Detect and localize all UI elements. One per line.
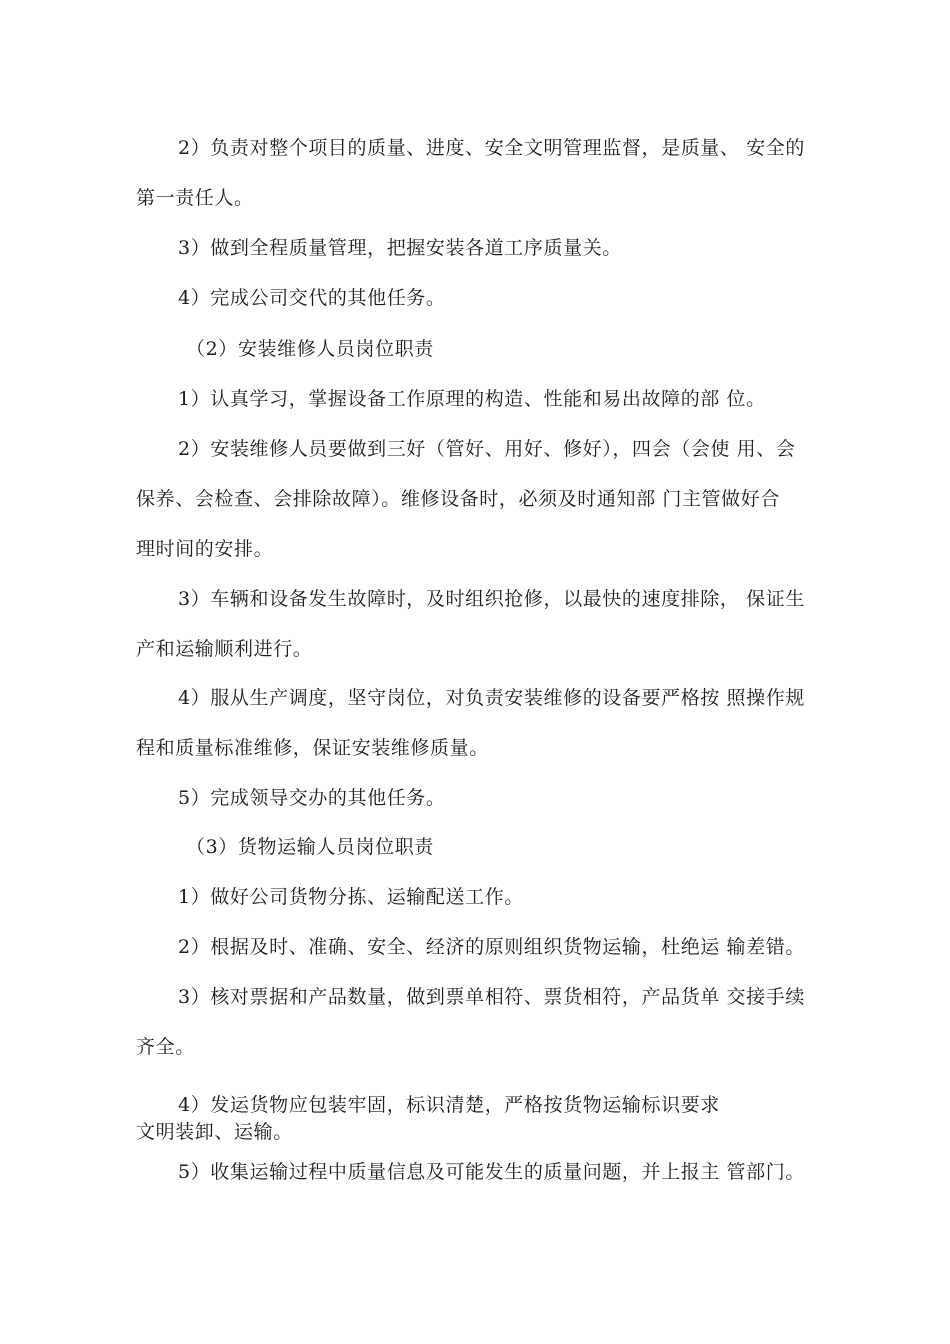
section-heading: （2）安装维修人员岗位职责 (186, 338, 434, 360)
paragraph-line: 1）认真学习，掌握设备工作原理的构造、性能和易出故障的部 位。 (178, 388, 766, 410)
paragraph-line: 保养、会检查、会排除故障）。维修设备时，必须及时通知部 门主管做好合 (136, 488, 780, 510)
paragraph-line: 5）完成领导交办的其他任务。 (178, 787, 446, 809)
paragraph-line: 4）服从生产调度，坚守岗位，对负责安装维修的设备要严格按 照操作规 (178, 687, 805, 709)
section-heading: （3）货物运输人员岗位职责 (186, 836, 434, 858)
paragraph-line: 1）做好公司货物分拣、运输配送工作。 (178, 886, 524, 908)
paragraph-line: 5）收集运输过程中质量信息及可能发生的质量问题，并上报主 管部门。 (178, 1161, 805, 1183)
paragraph-line: 2）根据及时、准确、安全、经济的原则组织货物运输，杜绝运 输差错。 (178, 936, 805, 958)
paragraph-line: 2）负责对整个项目的质量、进度、安全文明管理监督，是质量、 安全的 (178, 137, 805, 159)
paragraph-line: 4）发运货物应包装牢固，标识清楚，严格按货物运输标识要求 (178, 1094, 720, 1116)
paragraph-line: 3）做到全程质量管理，把握安装各道工序质量关。 (178, 237, 622, 259)
paragraph-line: 2）安装维修人员要做到三好（管好、用好、修好），四会（会使 用、会 (178, 438, 796, 460)
paragraph-line: 3）核对票据和产品数量，做到票单相符、票货相符，产品货单 交接手续 (178, 986, 805, 1008)
paragraph-line: 理时间的安排。 (136, 538, 274, 560)
paragraph-line: 4）完成公司交代的其他任务。 (178, 287, 446, 309)
paragraph-line: 3）车辆和设备发生故障时，及时组织抢修，以最快的速度排除， 保证生 (178, 588, 805, 610)
paragraph-line: 产和运输顺利进行。 (136, 638, 313, 660)
paragraph-line: 第一责任人。 (136, 187, 254, 209)
paragraph-line: 文明装卸、运输。 (136, 1121, 293, 1143)
paragraph-line: 齐全。 (136, 1036, 195, 1058)
paragraph-line: 程和质量标准维修，保证安装维修质量。 (136, 737, 489, 759)
